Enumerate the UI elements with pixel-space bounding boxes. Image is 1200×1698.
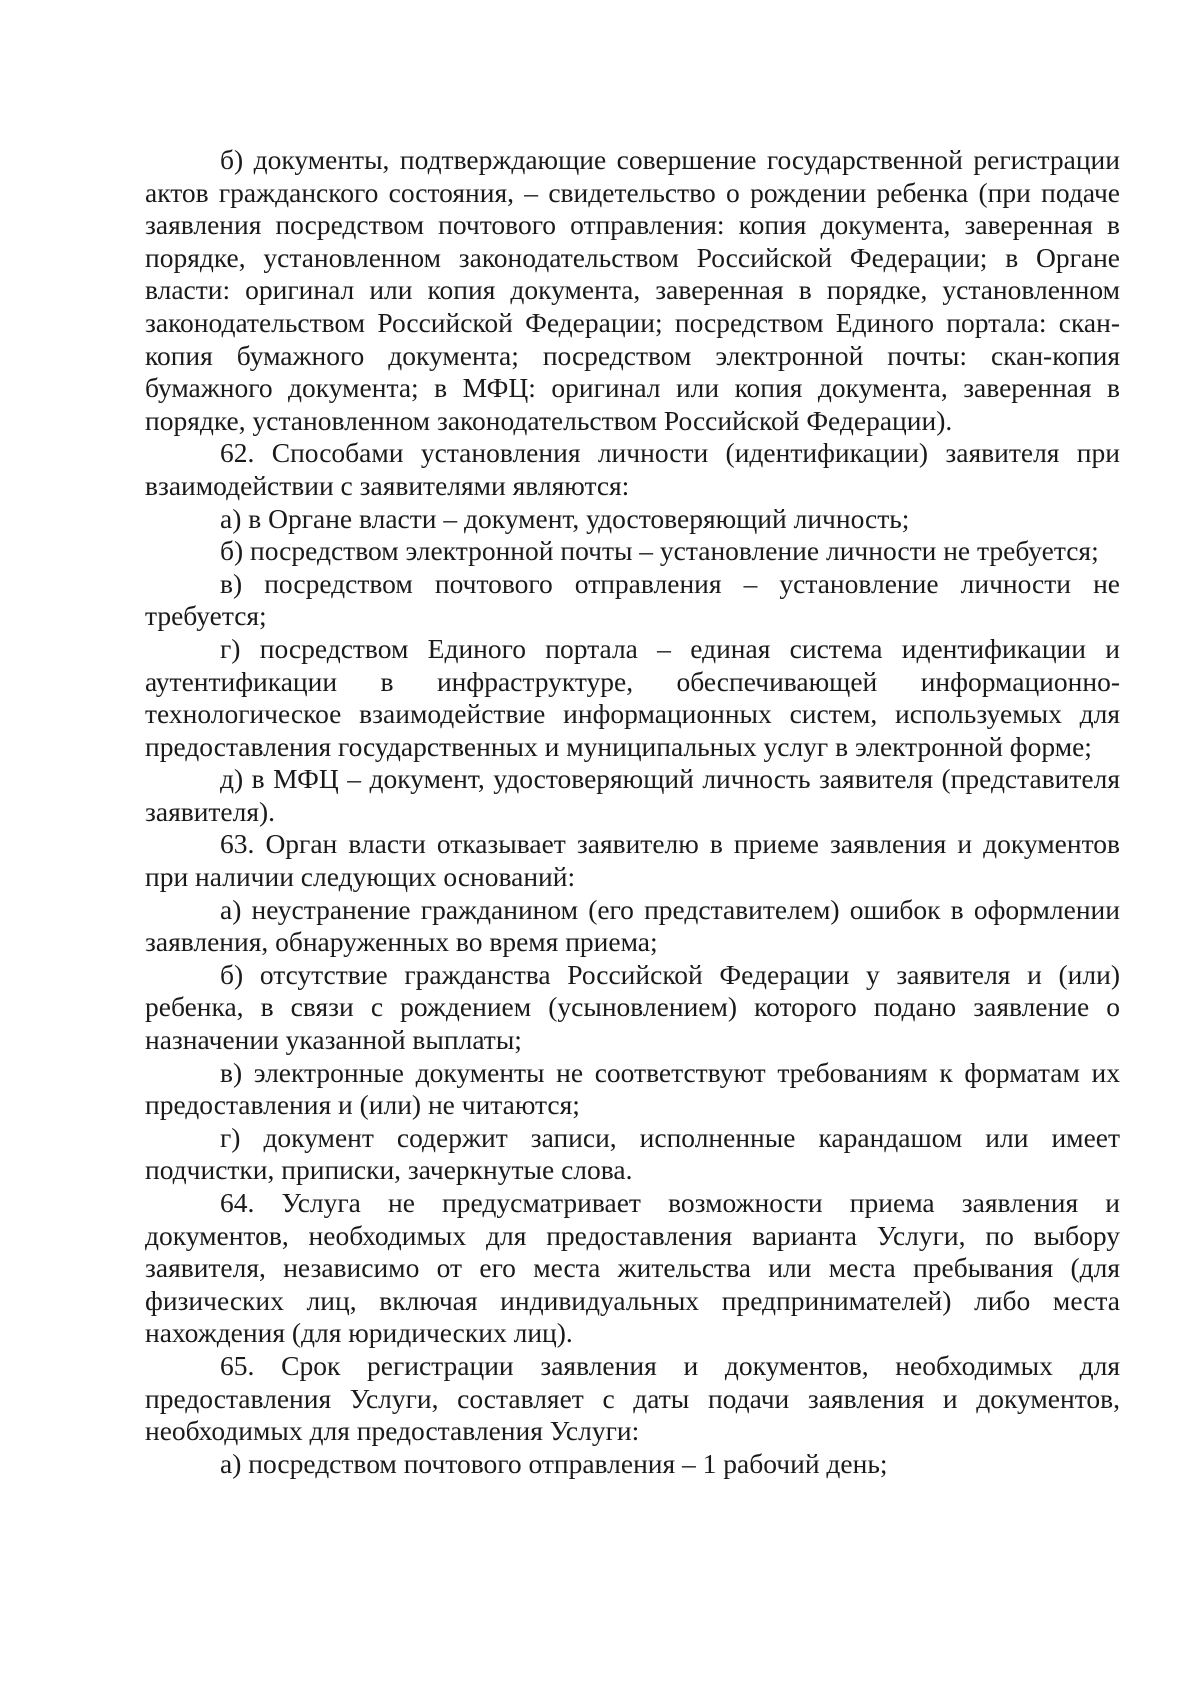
paragraph-63-g: г) документ содержит записи, исполненные карандашом или имеет подчистки, приписки, зачеркнутые слова. (145, 1121, 1120, 1186)
paragraph-65: 65. Срок регистрации заявления и документов, необходимых для предоставления Услуги, составляет с даты подачи заявления и документов, необходимых для предоставления Услуги: (145, 1349, 1120, 1447)
paragraph-65-a: а) посредством почтового отправления – 1 рабочий день; (220, 1447, 888, 1479)
paragraph-63-a: а) неустранение гражданином (его представителем) ошибок в оформлении заявления, обнаруженных во время приема; (145, 893, 1120, 958)
paragraph-62-a: а) в Органе власти – документ, удостоверяющий личность; (220, 502, 910, 534)
paragraph-62-v: в) посредством почтового отправления – установление личности не требуется; (145, 567, 1120, 632)
paragraph-63-v: в) электронные документы не соответствуют требованиям к форматам их предоставления и (или) не читаются; (145, 1056, 1120, 1121)
paragraph-63: 63. Орган власти отказывает заявителю в приеме заявления и документов при наличии следующих оснований: (145, 828, 1120, 893)
paragraph-b-documents: б) документы, подтверждающие совершение государственной регистрации актов гражданского состояния, – свидетельство о рождении ребенка (при подаче заявления посредством почтового отправления: копия документа, заверенная в порядке, установленном законодательством Российской Федерации; в Органе власти: оригинал или копия документа, заверенная в порядке, установленном законодательством Российской Федерации; посредством Единого портала: скан-копия бумажного документа; посредством электронной почты: скан-копия бумажного документа; в МФЦ: оригинал или копия документа, заверенная в порядке, установленном законодательством Российской Федерации). (145, 144, 1120, 436)
paragraph-63-b: б) отсутствие гражданства Российской Федерации у заявителя и (или) ребенка, в связи с рождением (усыновлением) которого подано заявление о назначении указанной выплаты; (145, 958, 1120, 1056)
document-page (145, 144, 1120, 1480)
paragraph-62-b: б) посредством электронной почты – установление личности не требуется; (220, 535, 1099, 567)
paragraph-64: 64. Услуга не предусматривает возможности приема заявления и документов, необходимых для предоставления варианта Услуги, по выбору заявителя, независимо от его места жительства или места пребывания (для физических лиц, включая индивидуальных предпринимателей) либо места нахождения (для юридических лиц). (145, 1187, 1120, 1349)
paragraph-62-d: д) в МФЦ – документ, удостоверяющий личность заявителя (представителя заявителя). (145, 763, 1120, 827)
paragraph-62-g: г) посредством Единого портала – единая система идентификации и аутентификации в инфраструктуре, обеспечивающей информационно-технологическое взаимодействие информационных систем, используемых для предоставления государственных и муниципальных услуг в электронной форме; (145, 632, 1120, 762)
paragraph-62: 62. Способами установления личности (идентификации) заявителя при взаимодействии с заявителями являются: (145, 437, 1120, 501)
